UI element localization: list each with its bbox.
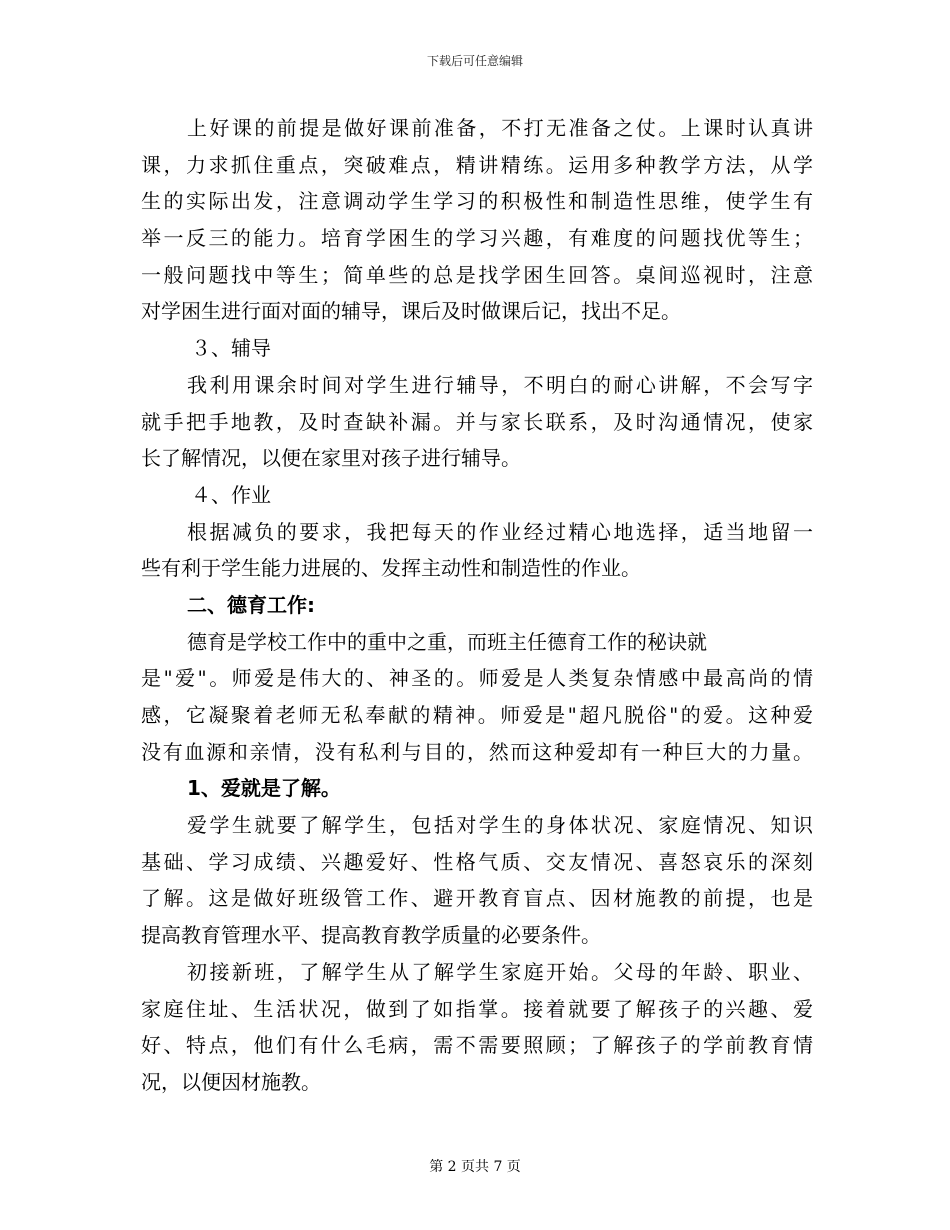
paragraph-line: 课，力求抓住重点，突破难点，精讲精练。运用多种教学方法，从学 [141,152,813,177]
paragraph-line: 举一反三的能力。培育学困生的学习兴趣，有难度的问题找优等生； [141,226,813,251]
paragraph-line: 好、特点，他们有什么毛病，需不需要照顾；了解孩子的学前教育情 [141,1033,813,1058]
paragraph-line: 爱学生就要了解学生，包括对学生的身体状况、家庭情况、知识 [187,813,813,838]
paragraph-line: 是"爱"。师爱是伟大的、神圣的。师爱是人类复杂情感中最高尚的情 [141,666,813,691]
paragraph-line: 基础、学习成绩、兴趣爱好、性格气质、交友情况、喜怒哀乐的深刻 [141,849,813,874]
paragraph-line: 况，以便因材施教。 [141,1069,321,1094]
paragraph-line: 些有利于学生能力进展的、发挥主动性和制造性的作业。 [141,556,641,581]
paragraph-line: 根据减负的要求，我把每天的作业经过精心地选择，适当地留一 [187,519,813,544]
paragraph-line: 一般问题找中等生；简单些的总是找学困生回答。桌间巡视时，注意 [141,262,813,287]
page-header: 下载后可任意编辑 [426,54,523,68]
paragraph-line: 感，它凝聚着老师无私奉献的精神。师爱是"超凡脱俗"的爱。这种爱 [141,703,813,727]
paragraph-line: 提高教育管理水平、提高教育教学质量的必要条件。 [141,923,601,948]
paragraph-line: 长了解情况，以便在家里对孩子进行辅导。 [141,446,521,471]
paragraph-line: 初接新班，了解学生从了解学生家庭开始。父母的年龄、职业、 [187,959,813,984]
paragraph-line: 就手把手地教，及时查缺补漏。并与家长联系，及时沟通情况，使家 [141,409,813,434]
paragraph-line: 对学困生进行面对面的辅导，课后及时做课后记，找出不足。 [141,299,681,324]
page-footer: 第 2 页共 7 页 [429,1159,521,1175]
paragraph-line: 了解。这是做好班级管工作、避开教育盲点、因材施教的前提，也是 [141,886,813,911]
paragraph-line: 上好课的前提是做好课前准备，不打无准备之仗。上课时认真讲 [187,116,813,140]
paragraph-line: 生的实际出发，注意调动学生学习的积极性和制造性思维，使学生有 [141,189,813,214]
section-heading: 二、德育工作: [187,592,315,617]
paragraph-line: 我利用课余时间对学生进行辅导，不明白的耐心讲解，不会写字 [187,372,813,397]
paragraph-line: 家庭住址、生活状况，做到了如指掌。接着就要了解孩子的兴趣、爱 [141,996,813,1021]
section-heading: ３、辅导 [191,336,271,361]
document-body [141,110,813,1101]
paragraph-line: 没有血源和亲情，没有私利与目的，然而这种爱却有一种巨大的力量。 [141,739,813,764]
section-heading: 1、爱就是了解。 [187,776,341,801]
paragraph-line: 德育是学校工作中的重中之重，而班主任德育工作的秘诀就 [187,629,707,654]
section-heading: ４、作业 [191,482,271,507]
